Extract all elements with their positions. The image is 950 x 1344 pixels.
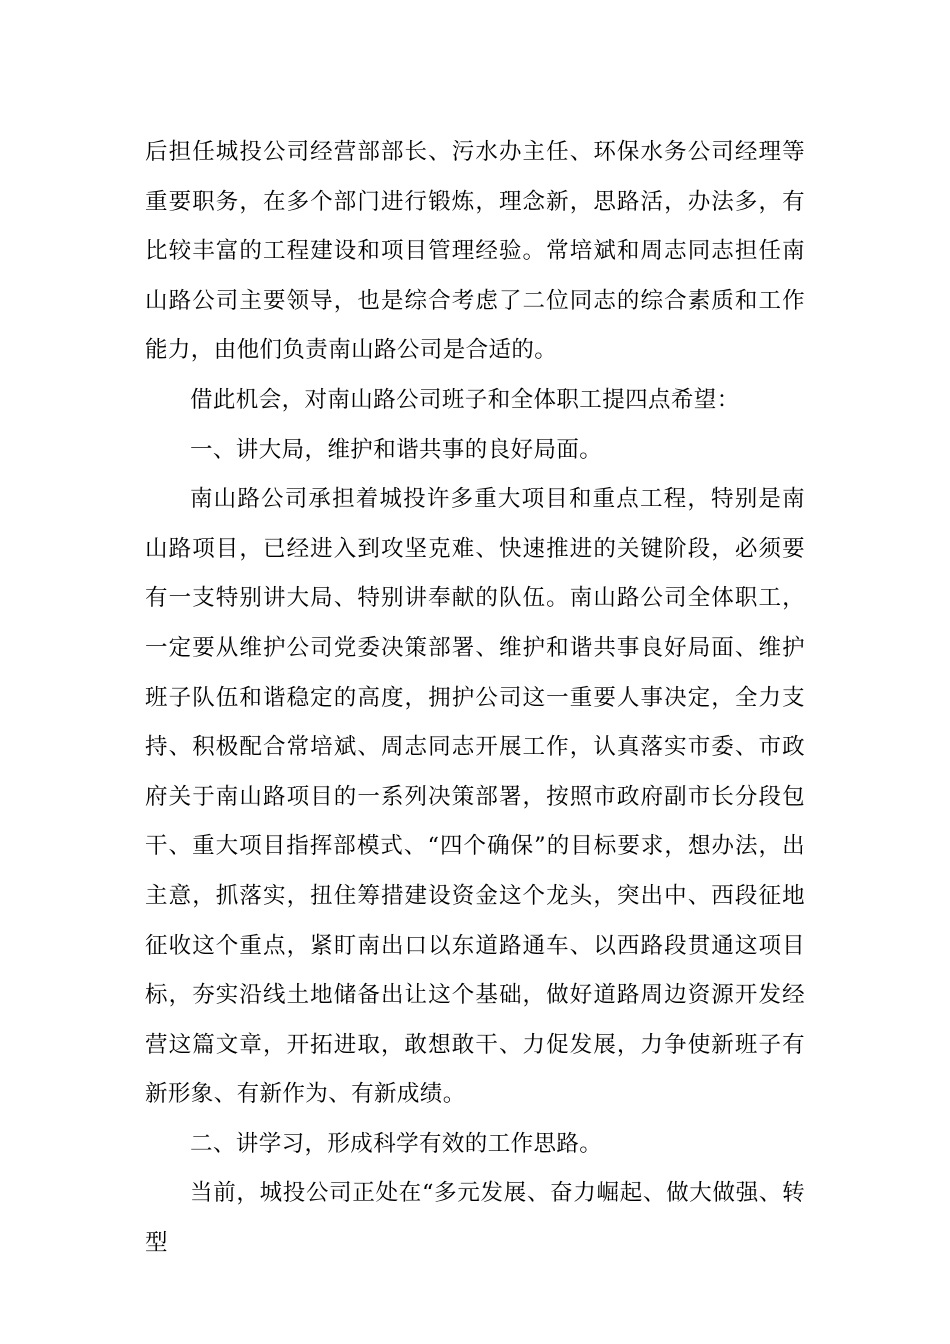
paragraph-section-2: 当前，城投公司正处在“多元发展、奋力崛起、做大做强、转型 bbox=[145, 1180, 805, 1257]
paragraph-section-1: 南山路公司承担着城投许多重大项目和重点工程，特别是南山路项目，已经进入到攻坚克难、快速推进的关键阶段，必须要有一支特别讲大局、特别讲奉献的队伍。南山路公司全体职工，一定要从维护公司党委决策部署、维护和谐共事良好局面、维护班子队伍和谐稳定的高度，拥护公司这一重要人事决定，全力支持、积极配合常培斌、周志同志开展工作，认真落实市委、市政府关于南山路项目的一系列决策部署，按照市政府副市长分段包干、重大项目指挥部模式、“四个确保”的目标要求，想办法，出主意，抓落实，扭住筹措建设资金这个龙头，突出中、西段征地征收这个重点，紧盯南出口以东道路通车、以西路段贯通这项目标，夯实沿线土地储备出让这个基础，做好道路周边资源开发经营这篇文章，开拓进取，敢想敢干、力促发展，力争使新班子有新形象、有新作为、有新成绩。 bbox=[145, 486, 805, 1108]
paragraph-intro-hopes: 借此机会，对南山路公司班子和全体职工提四点希望： bbox=[190, 386, 740, 413]
document-body bbox=[145, 128, 805, 1269]
paragraph-continuation: 后担任城投公司经营部部长、污水办主任、环保水务公司经理等重要职务，在多个部门进行锻炼，理念新，思路活，办法多，有比较丰富的工程建设和项目管理经验。常培斌和周志同志担任南山路公司主要领导，也是综合考虑了二位同志的综合素质和工作能力，由他们负责南山路公司是合适的。 bbox=[145, 139, 805, 364]
section-heading-1: 一、讲大局，维护和谐共事的良好局面。 bbox=[190, 436, 603, 463]
section-heading-2: 二、讲学习，形成科学有效的工作思路。 bbox=[190, 1130, 603, 1157]
